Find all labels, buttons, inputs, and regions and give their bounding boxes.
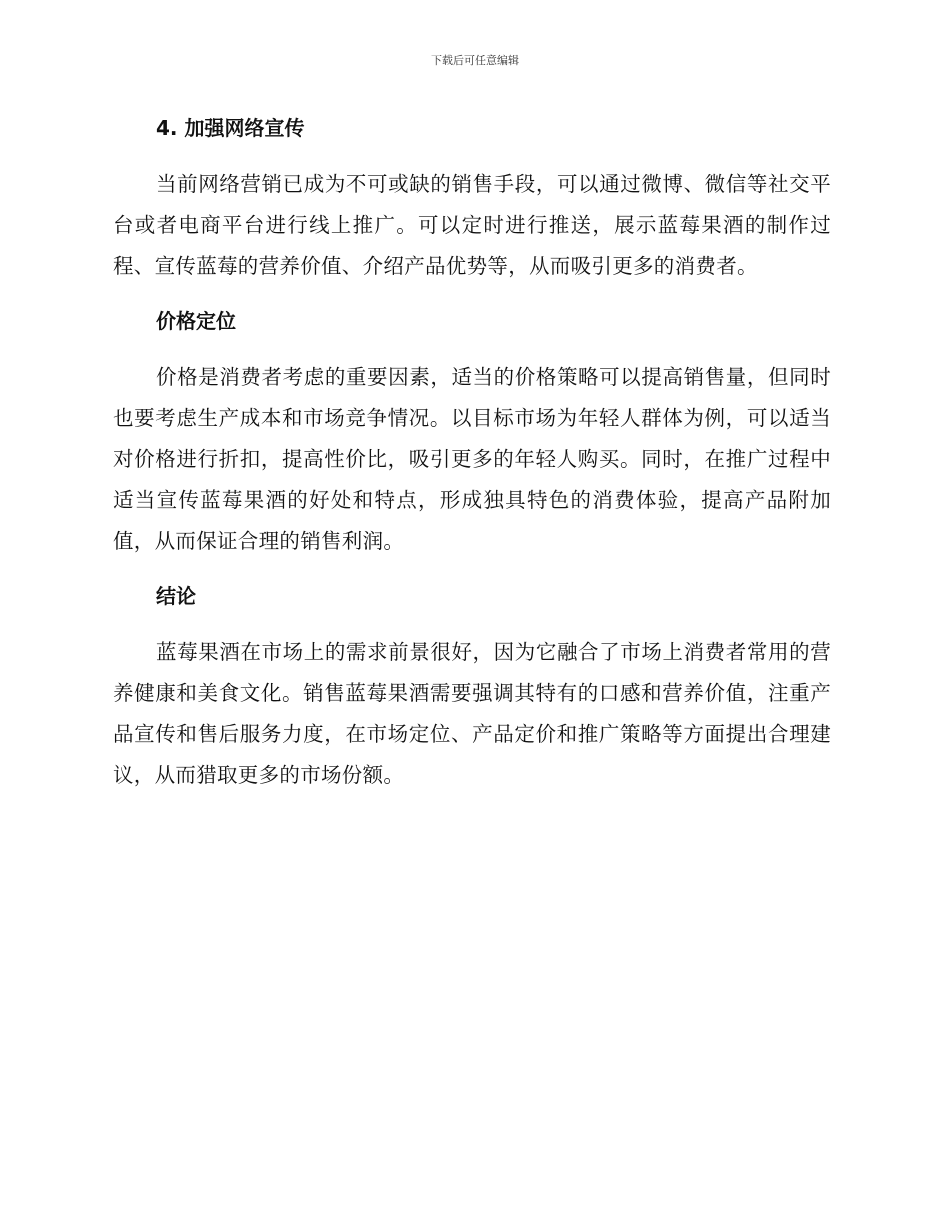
section-price-positioning xyxy=(113,303,831,562)
section-paragraph: 价格是消费者考虑的重要因素，适当的价格策略可以提高销售量，但同时也要考虑生产成本和市场竞争情况。以目标市场为年轻人群体为例，可以适当对价格进行折扣，提高性价比，吸引更多的年轻人购买。同时，在推广过程中适当宣传蓝莓果酒的好处和特点，形成独具特色的消费体验，提高产品附加值，从而保证合理的销售利润。 xyxy=(113,365,831,553)
section-heading: 4. 加强网络宣传 xyxy=(156,116,305,140)
header-note: 下载后可任意编辑 xyxy=(431,54,519,67)
section-heading: 结论 xyxy=(156,584,196,608)
section-heading: 价格定位 xyxy=(156,309,236,333)
section-paragraph: 当前网络营销已成为不可或缺的销售手段，可以通过微博、微信等社交平台或者电商平台进行线上推广。可以定时进行推送，展示蓝莓果酒的制作过程、宣传蓝莓的营养价值、介绍产品优势等，从而吸引更多的消费者。 xyxy=(113,172,831,278)
section-conclusion xyxy=(113,578,831,796)
section-paragraph: 蓝莓果酒在市场上的需求前景很好，因为它融合了市场上消费者常用的营养健康和美食文化。销售蓝莓果酒需要强调其特有的口感和营养价值，注重产品宣传和售后服务力度，在市场定位、产品定价和推广策略等方面提出合理建议，从而猎取更多的市场份额。 xyxy=(113,640,831,787)
document-body xyxy=(113,110,831,812)
section-online-promotion xyxy=(113,110,831,287)
